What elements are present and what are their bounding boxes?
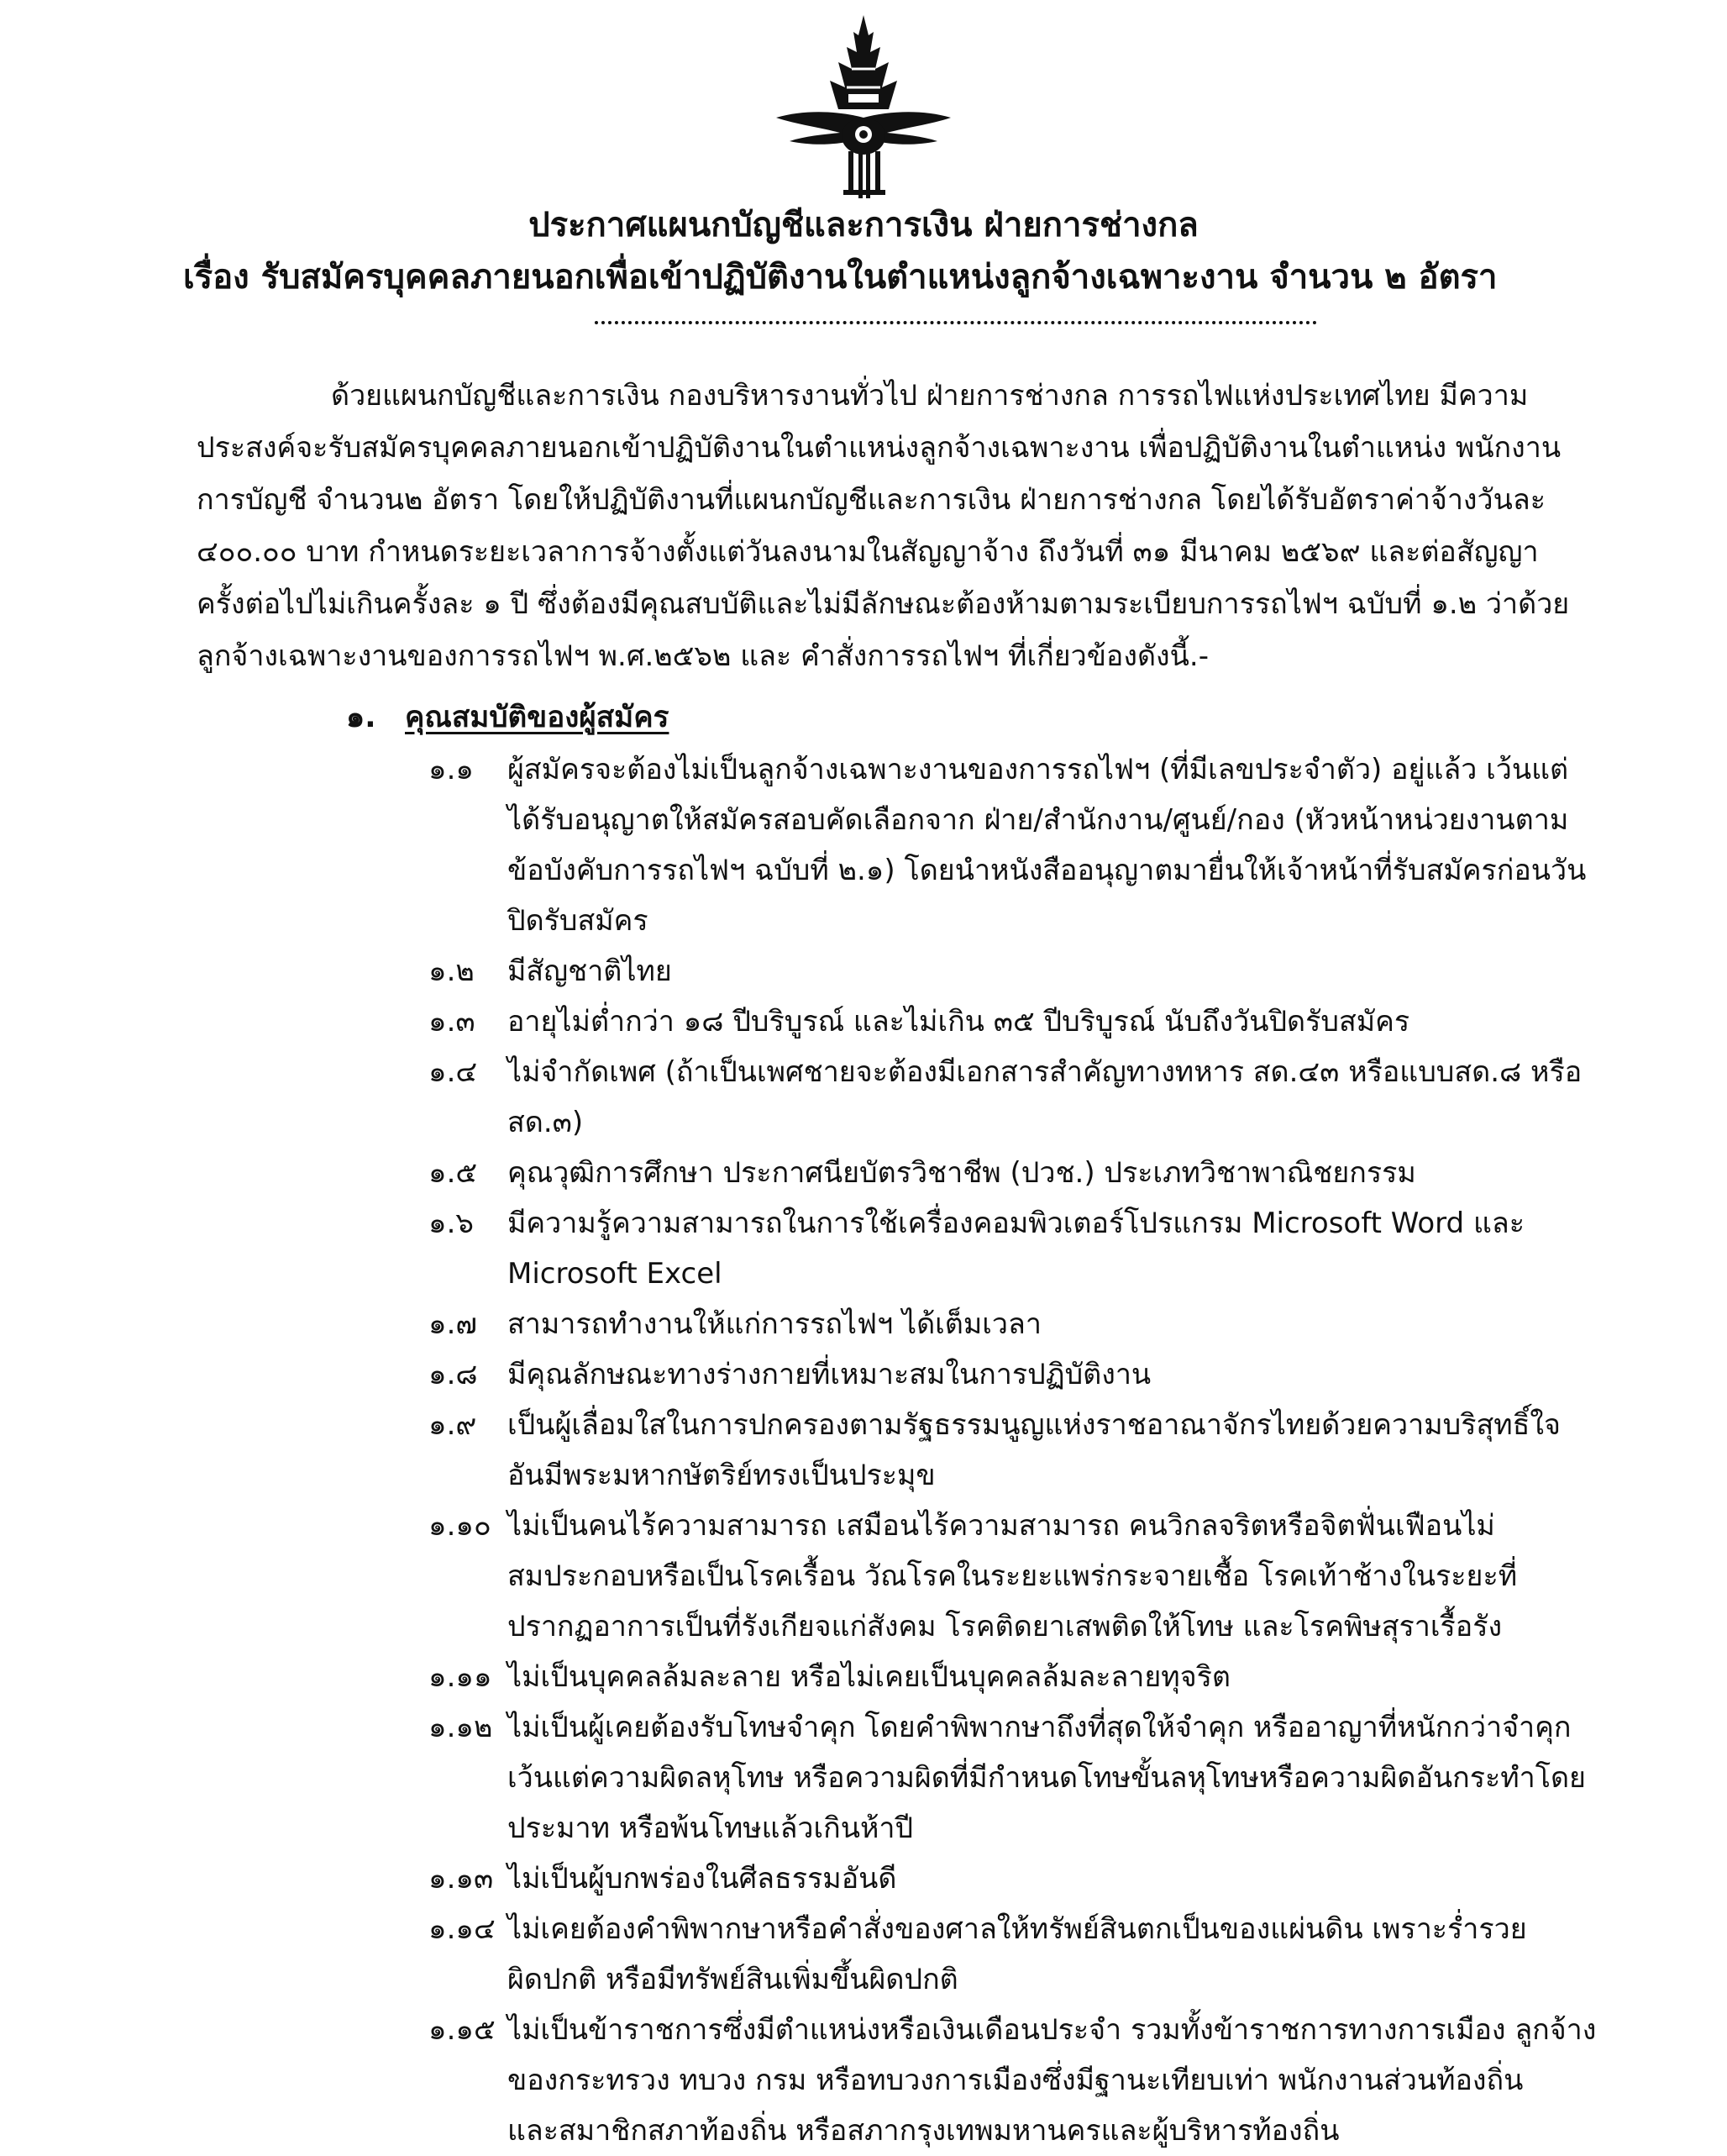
section-label: คุณสมบัติของผู้สมัคร xyxy=(405,701,669,734)
intro-line: การบัญชี จำนวน๒ อัตรา โดยให้ปฏิบัติงานที่แผนกบัญชีและการเงิน ฝ่ายการช่างกล โดยได้รับอัตราค่าจ้างวันละ xyxy=(197,483,1546,517)
list-item-line: มีความรู้ความสามารถในการใช้เครื่องคอมพิวเตอร์โปรแกรม Microsoft Word และ xyxy=(507,1207,1525,1240)
state-railway-emblem-icon xyxy=(771,10,956,203)
list-item-line: อันมีพระมหากษัตริย์ทรงเป็นประมุข xyxy=(507,1459,936,1492)
intro-line: ประสงค์จะรับสมัครบุคคลภายนอกเข้าปฏิบัติงานในตำแหน่งลูกจ้างเฉพาะงาน เพื่อปฏิบัติงานในตำแหน่ง พนักงาน xyxy=(197,431,1562,465)
list-item-number: ๑.๑๑ xyxy=(428,1660,492,1694)
list-item xyxy=(428,946,1601,996)
list-item-line: ของกระทรวง ทบวง กรม หรือทบวงการเมืองซึ่งมีฐานะเทียบเท่า พนักงานส่วนท้องถิ่น xyxy=(507,2064,1524,2097)
list-item-line: สมประกอบหรือเป็นโรคเรื้อน วัณโรคในระยะแพร่กระจายเชื้อ โรคเท้าช้างในระยะที่ xyxy=(507,1559,1518,1593)
list-item-text xyxy=(507,2005,1601,2156)
announcement-title: ประกาศแผนกบัญชีและการเงิน ฝ่ายการช่างกล xyxy=(528,206,1199,245)
intro-line: ด้วยแผนกบัญชีและการเงิน กองบริหารงานทั่วไป ฝ่ายการช่างกล การรถไฟแห่งประเทศไทย มีความ xyxy=(331,379,1529,413)
list-item xyxy=(428,1854,1601,1904)
list-item xyxy=(428,1904,1601,2005)
list-item-number: ๑.๑๓ xyxy=(428,1862,494,1896)
list-item-text xyxy=(507,1400,1601,1501)
list-item xyxy=(428,1702,1601,1854)
list-item-number: ๑.๗ xyxy=(428,1307,477,1341)
list-item-line: ข้อบังคับการรถไฟฯ ฉบับที่ ๒.๑) โดยนำหนังสืออนุญาตมายื่นให้เจ้าหน้าที่รับสมัครก่อนวัน xyxy=(507,854,1587,887)
list-item-line: คุณวุฒิการศึกษา ประกาศนียบัตรวิชาชีพ (ปวช.) ประเภทวิชาพาณิชยกรรม xyxy=(507,1156,1416,1190)
list-item-number: ๑.๘ xyxy=(428,1358,478,1391)
list-item-number: ๑.๑๒ xyxy=(428,1711,493,1744)
list-item-number: ๑.๓ xyxy=(428,1005,475,1039)
intro-line: ครั้งต่อไปไม่เกินครั้งละ ๑ ปี ซึ่งต้องมีคุณสบบัติและไม่มีลักษณะต้องห้ามตามระเบียบการรถไฟฯ ฉบับที่ ๑.๒ ว่าด้วย xyxy=(197,587,1570,621)
list-item xyxy=(428,996,1601,1047)
list-item-line: ประมาท หรือพ้นโทษแล้วเกินห้าปี xyxy=(507,1812,914,1845)
list-item-text xyxy=(507,1148,1601,1198)
list-item-number: ๑.๕ xyxy=(428,1156,478,1190)
list-item-line: ไม่เป็นคนไร้ความสามารถ เสมือนไร้ความสามารถ คนวิกลจริตหรือจิตฟั่นเฟือนไม่ xyxy=(507,1509,1495,1543)
section-number: ๑. xyxy=(346,701,376,734)
list-item-line: สด.๓) xyxy=(507,1106,584,1139)
list-item xyxy=(428,1047,1601,1148)
list-item-text xyxy=(507,1501,1601,1652)
list-item-line: เป็นผู้เลื่อมใสในการปกครองตามรัฐธรรมนูญแห่งราชอาณาจักรไทยด้วยความบริสุทธิ์ใจ xyxy=(507,1408,1561,1442)
list-item xyxy=(428,1198,1601,1299)
list-item-line: สามารถทำงานให้แก่การรถไฟฯ ได้เต็มเวลา xyxy=(507,1307,1042,1341)
list-item xyxy=(428,1299,1601,1349)
list-item-text xyxy=(507,744,1601,946)
list-item-line: ไม่เป็นผู้บกพร่องในศีลธรรมอันดี xyxy=(507,1862,897,1896)
list-item-text xyxy=(507,1198,1601,1299)
list-item xyxy=(428,2005,1601,2156)
list-item-text xyxy=(507,1904,1601,2005)
list-item-number: ๑.๔ xyxy=(428,1055,478,1089)
list-item-text xyxy=(507,1047,1601,1148)
list-item-number: ๑.๖ xyxy=(428,1207,474,1240)
list-item-line: ไม่เป็นบุคคลล้มละลาย หรือไม่เคยเป็นบุคคลล้มละลายทุจริต xyxy=(507,1660,1231,1694)
dotted-divider xyxy=(595,321,1317,324)
list-item-line: ได้รับอนุญาตให้สมัครสอบคัดเลือกจาก ฝ่าย/สำนักงาน/ศูนย์/กอง (หัวหน้าหน่วยงานตาม xyxy=(507,803,1569,837)
list-item-line: ผู้สมัครจะต้องไม่เป็นลูกจ้างเฉพาะงานของการรถไฟฯ (ที่มีเลขประจำตัว) อยู่แล้ว เว้นแต่ xyxy=(507,753,1569,786)
list-item-number: ๑.๑๕ xyxy=(428,2013,496,2047)
list-item-text xyxy=(507,996,1601,1047)
intro-line: ลูกจ้างเฉพาะงานของการรถไฟฯ พ.ศ.๒๕๖๒ และ คำสั่งการรถไฟฯ ที่เกี่ยวข้องดังนี้.- xyxy=(197,639,1209,673)
list-item-line: เว้นแต่ความผิดลหุโทษ หรือความผิดที่มีกำหนดโทษขั้นลหุโทษหรือความผิดอันกระทำโดย xyxy=(507,1761,1586,1795)
list-item xyxy=(428,1652,1601,1702)
list-item xyxy=(428,1349,1601,1400)
list-item-text xyxy=(507,1349,1601,1400)
list-item-number: ๑.๑๐ xyxy=(428,1509,491,1543)
intro-paragraph xyxy=(197,370,1601,682)
list-item-number: ๑.๙ xyxy=(428,1408,477,1442)
list-item-line: ปรากฏอาการเป็นที่รังเกียจแก่สังคม โรคติดยาเสพติดให้โทษ และโรคพิษสุราเรื้อรัง xyxy=(507,1610,1503,1643)
list-item-text xyxy=(507,1702,1601,1854)
list-item-line: และสมาชิกสภาท้องถิ่น หรือสภากรุงเทพมหานครและผู้บริหารท้องถิ่น xyxy=(507,2114,1340,2148)
list-item-line: ไม่จำกัดเพศ (ถ้าเป็นเพศชายจะต้องมีเอกสารสำคัญทางทหาร สด.๔๓ หรือแบบสด.๘ หรือ xyxy=(507,1055,1583,1089)
list-item-line: ไม่เป็นผู้เคยต้องรับโทษจำคุก โดยคำพิพากษาถึงที่สุดให้จำคุก หรืออาญาที่หนักกว่าจำคุก xyxy=(507,1711,1572,1744)
intro-line: ๔๐๐.๐๐ บาท กำหนดระยะเวลาการจ้างตั้งแต่วันลงนามในสัญญาจ้าง ถึงวันที่ ๓๑ มีนาคม ๒๕๖๙ และต่อสัญญา xyxy=(197,535,1539,569)
list-item-line: มีคุณลักษณะทางร่างกายที่เหมาะสมในการปฏิบัติงาน xyxy=(507,1358,1152,1391)
list-item-line: Microsoft Excel xyxy=(507,1257,722,1291)
announcement-subject: เรื่อง รับสมัครบุคคลภายนอกเพื่อเข้าปฏิบัติงานในตำแหน่งลูกจ้างเฉพาะงาน จำนวน ๒ อัตรา xyxy=(183,258,1498,297)
list-item-line: ปิดรับสมัคร xyxy=(507,904,648,938)
list-item xyxy=(428,1501,1601,1652)
list-item-text xyxy=(507,1652,1601,1702)
list-item xyxy=(428,744,1601,946)
list-item-text xyxy=(507,946,1601,996)
list-item-number: ๑.๑ xyxy=(428,753,474,786)
section-heading xyxy=(346,692,669,743)
list-item-text xyxy=(507,1299,1601,1349)
list-item-line: ไม่เป็นข้าราชการซึ่งมีตำแหน่งหรือเงินเดือนประจำ รวมทั้งข้าราชการทางการเมือง ลูกจ้าง xyxy=(507,2013,1597,2047)
list-item-number: ๑.๑๔ xyxy=(428,1912,496,1946)
list-item-text xyxy=(507,1854,1601,1904)
qualification-list xyxy=(428,744,1601,2156)
list-item-line: มีสัญชาติไทย xyxy=(507,954,672,988)
list-item-number: ๑.๒ xyxy=(428,954,475,988)
list-item xyxy=(428,1148,1601,1198)
list-item-line: ไม่เคยต้องคำพิพากษาหรือคำสั่งของศาลให้ทรัพย์สินตกเป็นของแผ่นดิน เพราะร่ำรวย xyxy=(507,1912,1527,1946)
list-item-line: อายุไม่ต่ำกว่า ๑๘ ปีบริบูรณ์ และไม่เกิน ๓๕ ปีบริบูรณ์ นับถึงวันปิดรับสมัคร xyxy=(507,1005,1410,1039)
list-item xyxy=(428,1400,1601,1501)
list-item-line: ผิดปกติ หรือมีทรัพย์สินเพิ่มขึ้นผิดปกติ xyxy=(507,1963,958,1996)
